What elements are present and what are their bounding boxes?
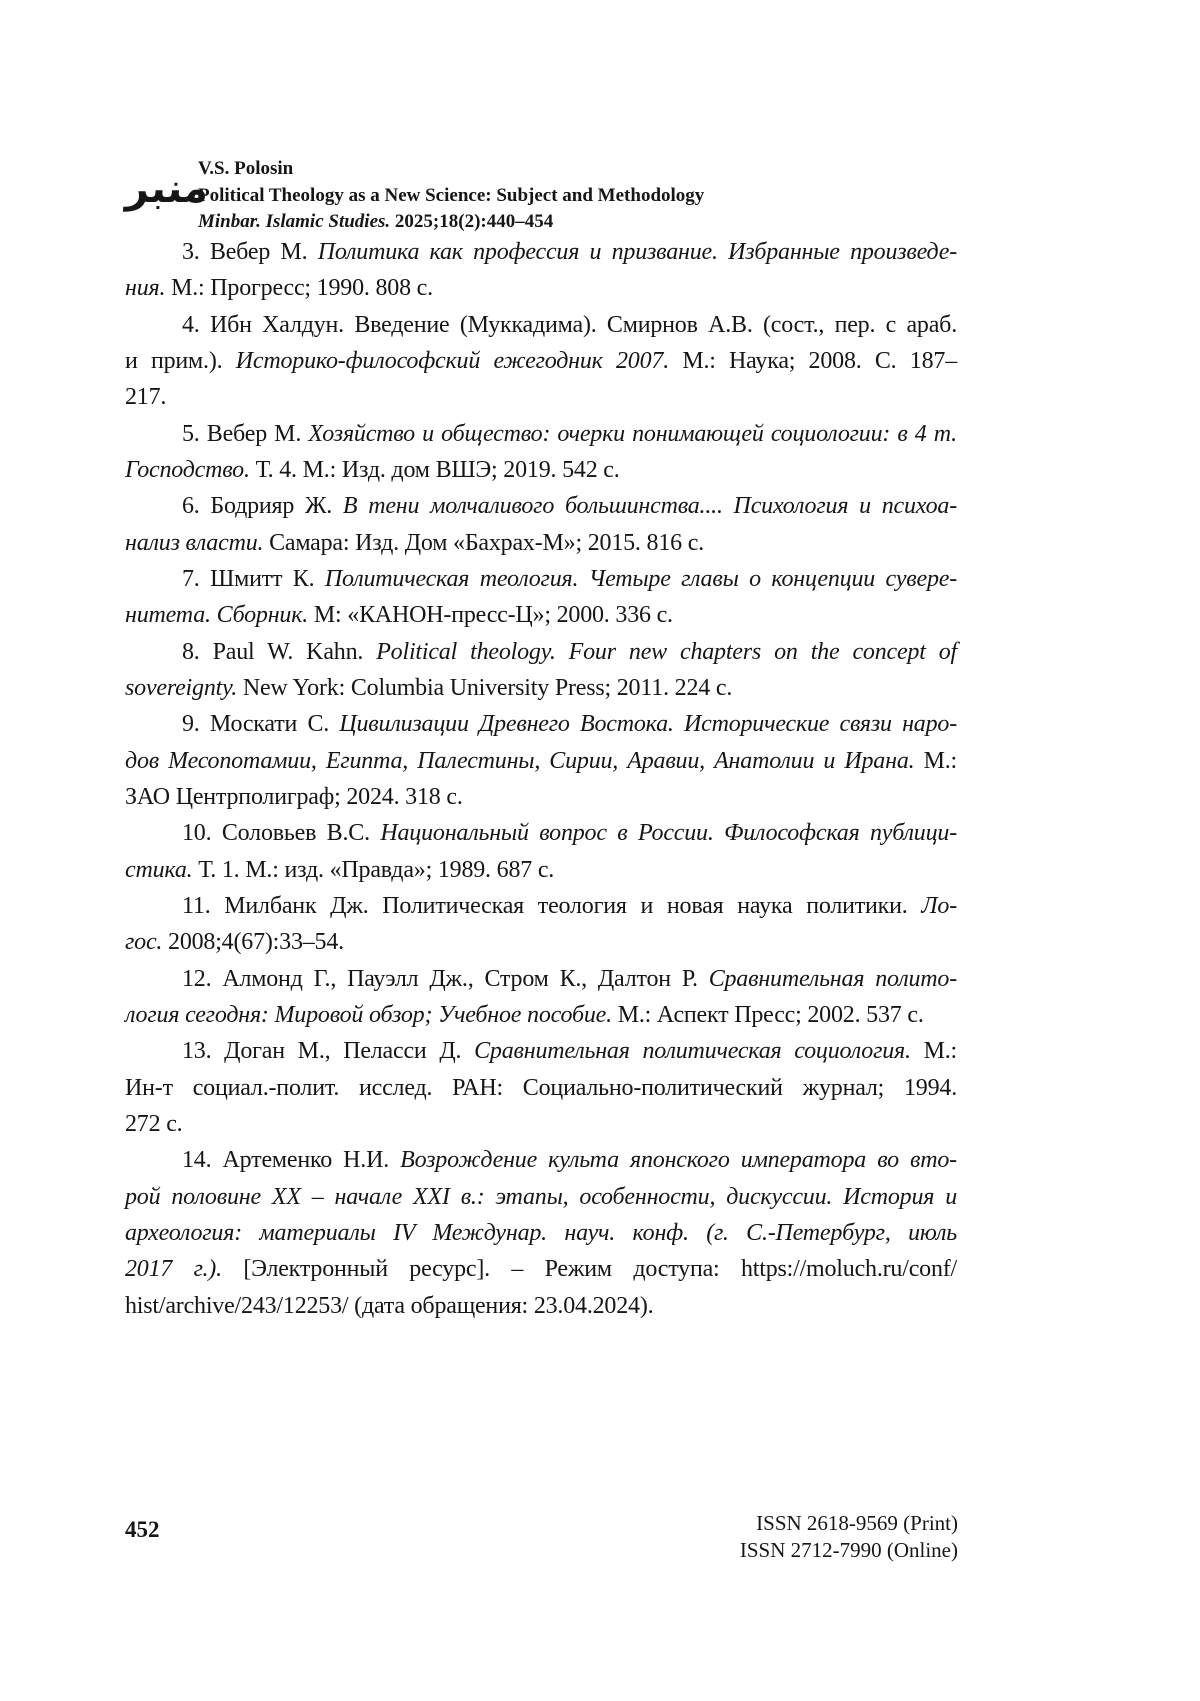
reference-text-segment: 272 с. [125,1110,183,1137]
reference-title-segment: Сравнительная полито- [708,965,957,992]
reference-item [125,961,957,1034]
reference-text-segment: 11. Милбанк Дж. Политическая теология и новая наука политики. [182,892,922,919]
reference-line [125,1033,957,1069]
reference-title-segment: гос. [125,929,163,956]
header-article-title: Political Theology as a New Science: Subject and Methodology [198,184,705,206]
minbar-journal-logo-icon: منبر [124,166,211,212]
reference-line [125,706,957,742]
reference-line [125,561,957,597]
reference-text-segment: 4. Ибн Халдун. Введение (Муккадима). Смирнов А.В. (сост., пер. с араб. [182,311,957,338]
reference-title-segment: sovereignty. [125,674,238,701]
reference-line [125,634,957,670]
reference-line [125,270,957,306]
reference-text-segment: New York: Columbia University Press; 2011. 224 с. [237,674,733,701]
reference-item [125,888,957,961]
reference-line [125,379,957,415]
issn-print: ISSN 2618-9569 (Print) [756,1511,958,1535]
reference-text-segment: 6. Бодрияр Ж. [182,493,343,520]
reference-text-segment: М: «КАНОН-пресс-Ц»; 2000. 336 с. [308,602,673,629]
reference-item [125,234,957,307]
reference-title-segment: Национальный вопрос в России. Философская публици- [380,820,957,847]
reference-item [125,307,957,416]
reference-title-segment: Политическая теология. Четыре главы о концепции сувере- [324,565,958,592]
reference-line [125,452,957,488]
reference-line [125,234,957,270]
reference-title-segment: логия сегодня: Мировой обзор; Учебное пособие. [125,1001,612,1028]
reference-text-segment: 9. Москати С. [182,711,340,738]
reference-text-segment: 14. Артеменко Н.И. [182,1147,401,1174]
reference-text-segment: 3. Вебер М. [182,239,318,265]
reference-text-segment: ЗАО Центрполиграф; 2024. 318 с. [125,783,463,810]
reference-line [125,1288,957,1324]
journal-name: Minbar. Islamic Studies. [198,211,391,232]
reference-line [125,343,957,379]
reference-line [125,852,957,888]
reference-text-segment: М.: [914,747,957,774]
reference-line [125,670,957,706]
reference-item [125,561,957,634]
reference-line [125,307,957,343]
header-journal-citation [198,209,704,236]
reference-line [125,1215,957,1251]
issn-block [740,1510,958,1563]
reference-text-segment: 7. Шмитт К. [182,565,325,592]
reference-title-segment: стика. [125,856,193,883]
reference-title-segment: Господство. [125,456,250,483]
reference-title-segment: ния. [125,275,166,302]
reference-title-segment: дов Месопотамии, Египта, Палестины, Сирии, Аравии, Анатолии и Ирана. [125,747,915,774]
reference-text-segment: 13. Доган М., Пеласси Д. [182,1038,475,1065]
reference-item [125,1142,957,1324]
reference-item [125,815,957,888]
citation-details: 2025;18(2):440–454 [390,211,554,232]
reference-item [125,706,957,815]
reference-title-segment: Хозяйство и общество: очерки понимающей социологии: в 4 т. [308,420,957,447]
reference-line [125,416,957,452]
reference-line [125,961,957,997]
reference-title-segment: археология: материалы IV Междунар. науч. конф. (г. С.-Петербург, июль [125,1219,957,1246]
reference-text-segment: Т. 4. М.: Изд. дом ВШЭ; 2019. 542 с. [249,456,620,483]
page-footer [125,1510,958,1563]
reference-line [125,488,957,524]
reference-line [125,597,957,633]
reference-text-segment: Ин-т социал.-полит. исслед. РАН: Социально-политический журнал; 1994. [125,1074,957,1101]
reference-line [125,1179,957,1215]
reference-text-segment: 10. Соловьев В.С. [182,820,381,847]
reference-text-segment: [Электронный ресурс]. – Режим доступа: https://moluch.ru/conf/ [221,1256,958,1283]
issn-online: ISSN 2712-7990 (Online) [739,1537,958,1562]
reference-title-segment: В тени молчаливого большинства.... Психология и психоа- [342,493,957,520]
reference-text-segment: 5. Вебер М. [182,420,309,447]
reference-line [125,1142,957,1178]
reference-title-segment: нитета. Сборник. [125,602,309,629]
reference-item [125,1033,957,1142]
references [125,234,957,1324]
reference-text-segment: М.: Наука; 2008. С. 187– [669,347,957,374]
reference-line [125,815,957,851]
reference-text-segment: Т. 1. М.: изд. «Правда»; 1989. 687 с. [192,856,555,883]
header-author: V.S. Polosin [198,158,294,179]
reference-title-segment: Возрождение культа японского императора во вто- [400,1147,957,1174]
reference-line [125,1251,957,1287]
reference-title-segment: Цивилизации Древнего Востока. Исторические связи наро- [339,711,957,738]
reference-title-segment: Политика как профессия и призвание. Избранные произведе- [317,239,957,265]
reference-line [125,1070,957,1106]
reference-text-segment: 8. Paul W. Kahn. [182,638,377,665]
reference-text-segment: 12. Алмонд Г., Пауэлл Дж., Стром К., Далтон Р. [182,965,709,992]
reference-line [125,525,957,561]
reference-title-segment: нализ власти. [125,529,264,556]
reference-line [125,924,957,960]
reference-line [125,997,957,1033]
running-header [198,156,704,236]
reference-title-segment: Political theology. Four new chapters on the concept of [376,638,957,665]
reference-title-segment: Историко-философский ежегодник 2007. [235,347,670,374]
reference-text-segment: 2008;4(67):33–54. [162,929,344,956]
reference-title-segment: Ло- [921,892,957,919]
reference-title-segment: 2017 г.). [125,1256,222,1283]
reference-item [125,634,957,707]
reference-text-segment: 217. [125,384,167,411]
reference-text-segment: hist/archive/243/12253/ (дата обращения: 23.04.2024). [125,1292,654,1319]
reference-title-segment: Сравнительная политическая социология. [474,1038,911,1065]
reference-line [125,743,957,779]
page-number: 452 [125,1517,160,1542]
reference-text-segment: Самара: Изд. Дом «Бахрах-М»; 2015. 816 с. [263,529,704,556]
reference-text-segment: М.: [910,1038,958,1065]
reference-line [125,779,957,815]
reference-text-segment: М.: Прогресс; 1990. 808 с. [165,275,433,302]
reference-item [125,488,957,561]
reference-text-segment: М.: Аспект Пресс; 2002. 537 с. [611,1001,924,1028]
reference-item [125,416,957,489]
reference-text-segment: и прим.). [125,347,236,374]
reference-line [125,888,957,924]
reference-title-segment: рой половине XX – начале XXI в.: этапы, особенности, дискуссии. История и [125,1183,957,1210]
reference-line [125,1106,957,1142]
